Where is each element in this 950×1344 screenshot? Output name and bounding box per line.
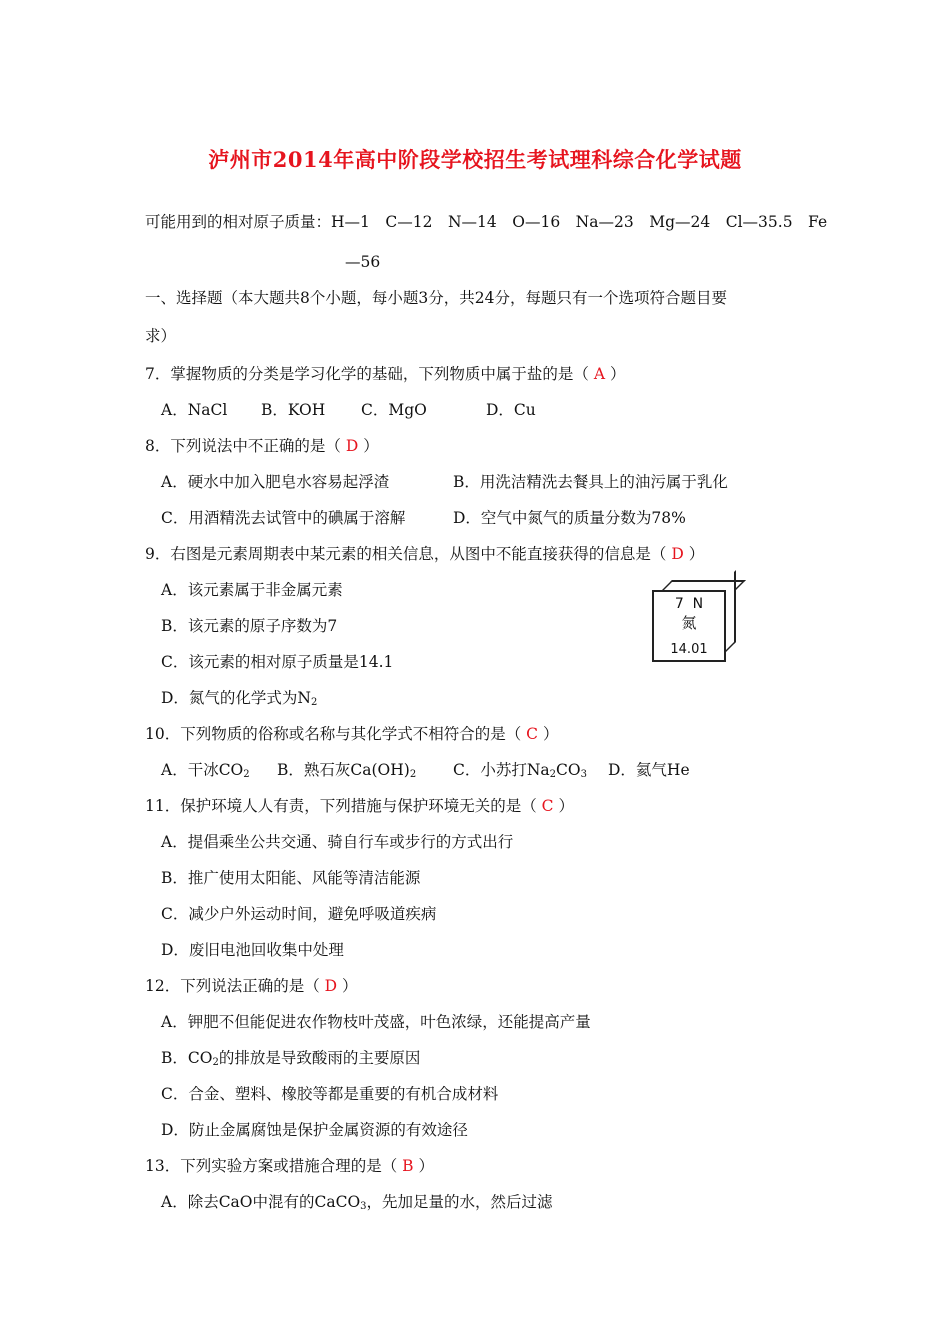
question-11: [145, 796, 574, 816]
option-d: D．废旧电池回收集中处理: [161, 941, 344, 959]
element-symbol: N: [692, 596, 704, 612]
question-10: [145, 724, 559, 744]
question-close: ）: [542, 725, 559, 743]
option-a: A．硬水中加入肥皂水容易起浮渣: [161, 473, 390, 491]
option-b: B．用洗洁精洗去餐具上的油污属于乳化: [453, 473, 728, 491]
question-8: [145, 436, 379, 456]
option-c: C．MgO: [361, 401, 427, 419]
subscript: 2: [311, 697, 318, 708]
element-box: [652, 590, 726, 662]
option-b-text: B．熟石灰Ca(OH): [277, 761, 410, 779]
question-text: 10．下列物质的俗称或名称与其化学式不相符合的是（: [145, 725, 522, 743]
question-close: ）: [688, 545, 705, 563]
option-b: B．该元素的原子序数为7: [161, 617, 338, 635]
option-a: A．该元素属于非金属元素: [161, 581, 343, 599]
question-text: 12．下列说法正确的是（: [145, 977, 320, 995]
answer: D: [345, 437, 359, 455]
option-d: D．氦气He: [608, 761, 690, 779]
option-c-text-2: CO: [556, 761, 581, 779]
option-b: B．推广使用太阳能、风能等清洁能源: [161, 869, 421, 887]
element-name: 氮: [681, 614, 697, 632]
option-a: A．NaCl: [161, 401, 228, 419]
question-close: ）: [363, 437, 379, 455]
element-box-side-edge: [726, 570, 736, 652]
section-heading-cont: 求）: [145, 327, 177, 345]
option-d: D．防止金属腐蚀是保护金属资源的有效途径: [161, 1121, 468, 1139]
option-a: [161, 760, 250, 780]
question-close: ）: [342, 977, 358, 995]
answer: D: [671, 545, 684, 563]
subscript: 3: [580, 769, 587, 780]
atomic-mass: 14.01: [670, 642, 708, 657]
question-text: 13．下列实验方案或措施合理的是（: [145, 1157, 398, 1175]
option-c-text: C．小苏打Na: [453, 761, 550, 779]
option-d-text: D．氮气的化学式为N: [161, 689, 311, 707]
option-a: A．提倡乘坐公共交通、骑自行车或步行的方式出行: [161, 833, 514, 851]
question-text: 7．掌握物质的分类是学习化学的基础，下列物质中属于盐的是（: [145, 365, 589, 383]
question-close: ）: [418, 1157, 435, 1175]
option-b: [277, 760, 416, 780]
atomic-masses-cont: —56: [345, 253, 381, 271]
question-7: [145, 364, 625, 384]
subscript: 2: [549, 769, 557, 780]
question-13: [145, 1156, 434, 1176]
subscript: 3: [360, 1201, 367, 1212]
answer: D: [324, 977, 338, 995]
option-c: C．合金、塑料、橡胶等都是重要的有机合成材料: [161, 1085, 499, 1103]
question-close: ）: [609, 365, 626, 383]
option-a-text: A．除去CaO中混有的CaCO: [161, 1193, 361, 1211]
section-heading: 一、选择题（本大题共8个小题，每小题3分，共24分，每题只有一个选项符合题目要: [145, 289, 727, 307]
question-9: [145, 544, 704, 564]
question-text: 8．下列说法中不正确的是（: [145, 437, 341, 455]
option-c: C．减少户外运动时间，避免呼吸道疾病: [161, 905, 437, 923]
answer: A: [593, 365, 606, 383]
page-title: 泸州市2014年高中阶段学校招生考试理科综合化学试题: [208, 147, 742, 172]
option-b-text-2: 的排放是导致酸雨的主要原因: [218, 1049, 421, 1067]
atomic-number: 7: [674, 596, 684, 612]
option-c: C．该元素的相对原子质量是14.1: [161, 653, 394, 671]
option-c: C．用酒精洗去试管中的碘属于溶解: [161, 509, 406, 527]
option-d: D．Cu: [486, 401, 536, 419]
atomic-masses: 可能用到的相对原子质量：H—1 C—12 N—14 O—16 Na—23 Mg—24 Cl—35.5 Fe: [145, 213, 828, 231]
question-close: ）: [558, 797, 574, 815]
option-d: [161, 688, 317, 708]
option-a-text-2: ，先加足量的水，然后过滤: [366, 1193, 553, 1211]
subscript: 2: [212, 1057, 219, 1068]
question-text: 9．右图是元素周期表中某元素的相关信息，从图中不能直接获得的信息是（: [145, 545, 667, 563]
question-12: [145, 976, 358, 996]
option-b: B．KOH: [261, 401, 326, 419]
option-b: [161, 1048, 420, 1068]
subscript: 2: [243, 769, 250, 780]
element-header: [654, 596, 724, 612]
option-a: A．钾肥不但能促进农作物枝叶茂盛，叶色浓绿，还能提高产量: [161, 1013, 591, 1031]
option-a-text: A．干冰CO: [161, 761, 244, 779]
option-b-text: B．CO: [161, 1049, 213, 1067]
option-c: [453, 760, 587, 780]
answer: C: [541, 797, 554, 815]
answer: C: [526, 725, 539, 743]
option-d: D．空气中氮气的质量分数为78%: [453, 509, 686, 527]
answer: B: [402, 1157, 414, 1175]
subscript: 2: [409, 769, 417, 780]
question-text: 11．保护环境人人有责，下列措施与保护环境无关的是（: [145, 797, 537, 815]
option-a: [161, 1192, 553, 1212]
